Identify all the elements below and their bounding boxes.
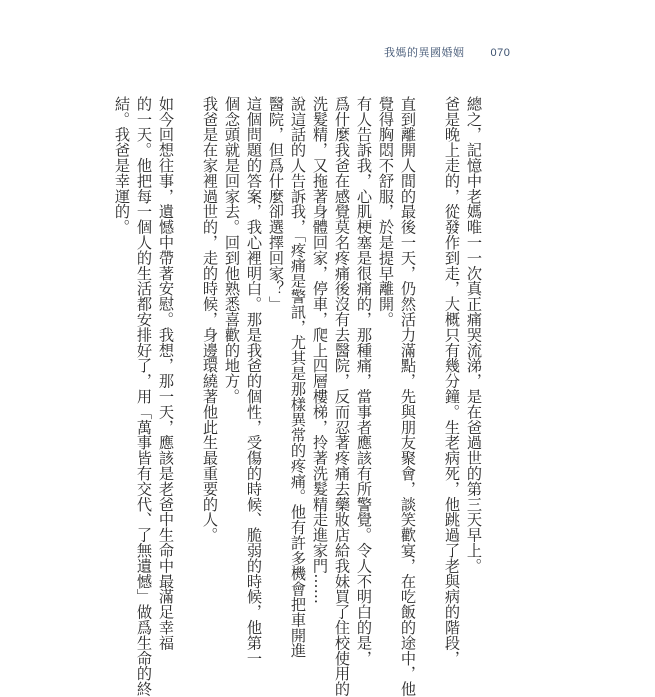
text-line: 如今回想往事，遺憾中帶著安慰。我想，那一天，應該是老爸中生命中最滿足幸福 <box>157 96 175 651</box>
text-line: 爸是晚上走的，從發作到走，大概只有幾分鐘。生老病死，他跳過了老與病的階段， <box>443 96 461 666</box>
text-line: 洗髮精，又拖著身體回家，停車，爬上四層樓梯，拎著洗髮精走進家門…… <box>311 96 329 605</box>
text-line: 有人告訴我，心肌梗塞是很痛的，那種痛，當事者應該有所警覺。令人不明白的是， <box>355 96 373 666</box>
text-line: 爲什麼我爸在感覺莫名疼痛後沒有去醫院，反而忍著疼痛去藥妝店給我妹買了住校使用的 <box>333 96 351 697</box>
text-line: 直到離開人間的最後一天，仍然活力滿點，先與朋友聚會，談笑歡宴，在吃飯的途中，他 <box>399 96 417 697</box>
text-line: 結。我爸是幸運的。 <box>113 96 131 235</box>
text-line: 我爸是在家裡過世的，走的時候，身邊環繞著他此生最重要的人。 <box>201 96 219 543</box>
text-line: 說這話的人告訴我，「疼痛是警訊，尤其是那樣異常的疼痛。他有許多機會把車開進 <box>289 96 307 659</box>
text-line: 總之，記憶中老媽唯一一次真正痛哭流涕，是在爸過世的第三天早上。 <box>465 96 483 574</box>
body-text <box>111 96 485 697</box>
text-line: 覺得胸悶不舒服，於是提早離開。 <box>377 96 395 327</box>
text-line: 個念頭就是回家去。回到他熟悉喜歡的地方。 <box>223 96 241 404</box>
text-line: 醫院，但爲什麼卻選擇回家？」 <box>267 96 285 312</box>
page-number: 070 <box>490 47 511 59</box>
text-line: 的一天。他把每一個人的生活都安排好了，用「萬事皆有交代、了無遺憾」做爲生命的終 <box>135 96 153 697</box>
book-title: 我媽的異國婚姻 <box>384 46 465 59</box>
running-header <box>384 44 510 60</box>
text-line: 這個問題的答案，我心裡明白。那是我爸的個性，受傷的時候、脆弱的時候，他第一 <box>245 96 263 666</box>
